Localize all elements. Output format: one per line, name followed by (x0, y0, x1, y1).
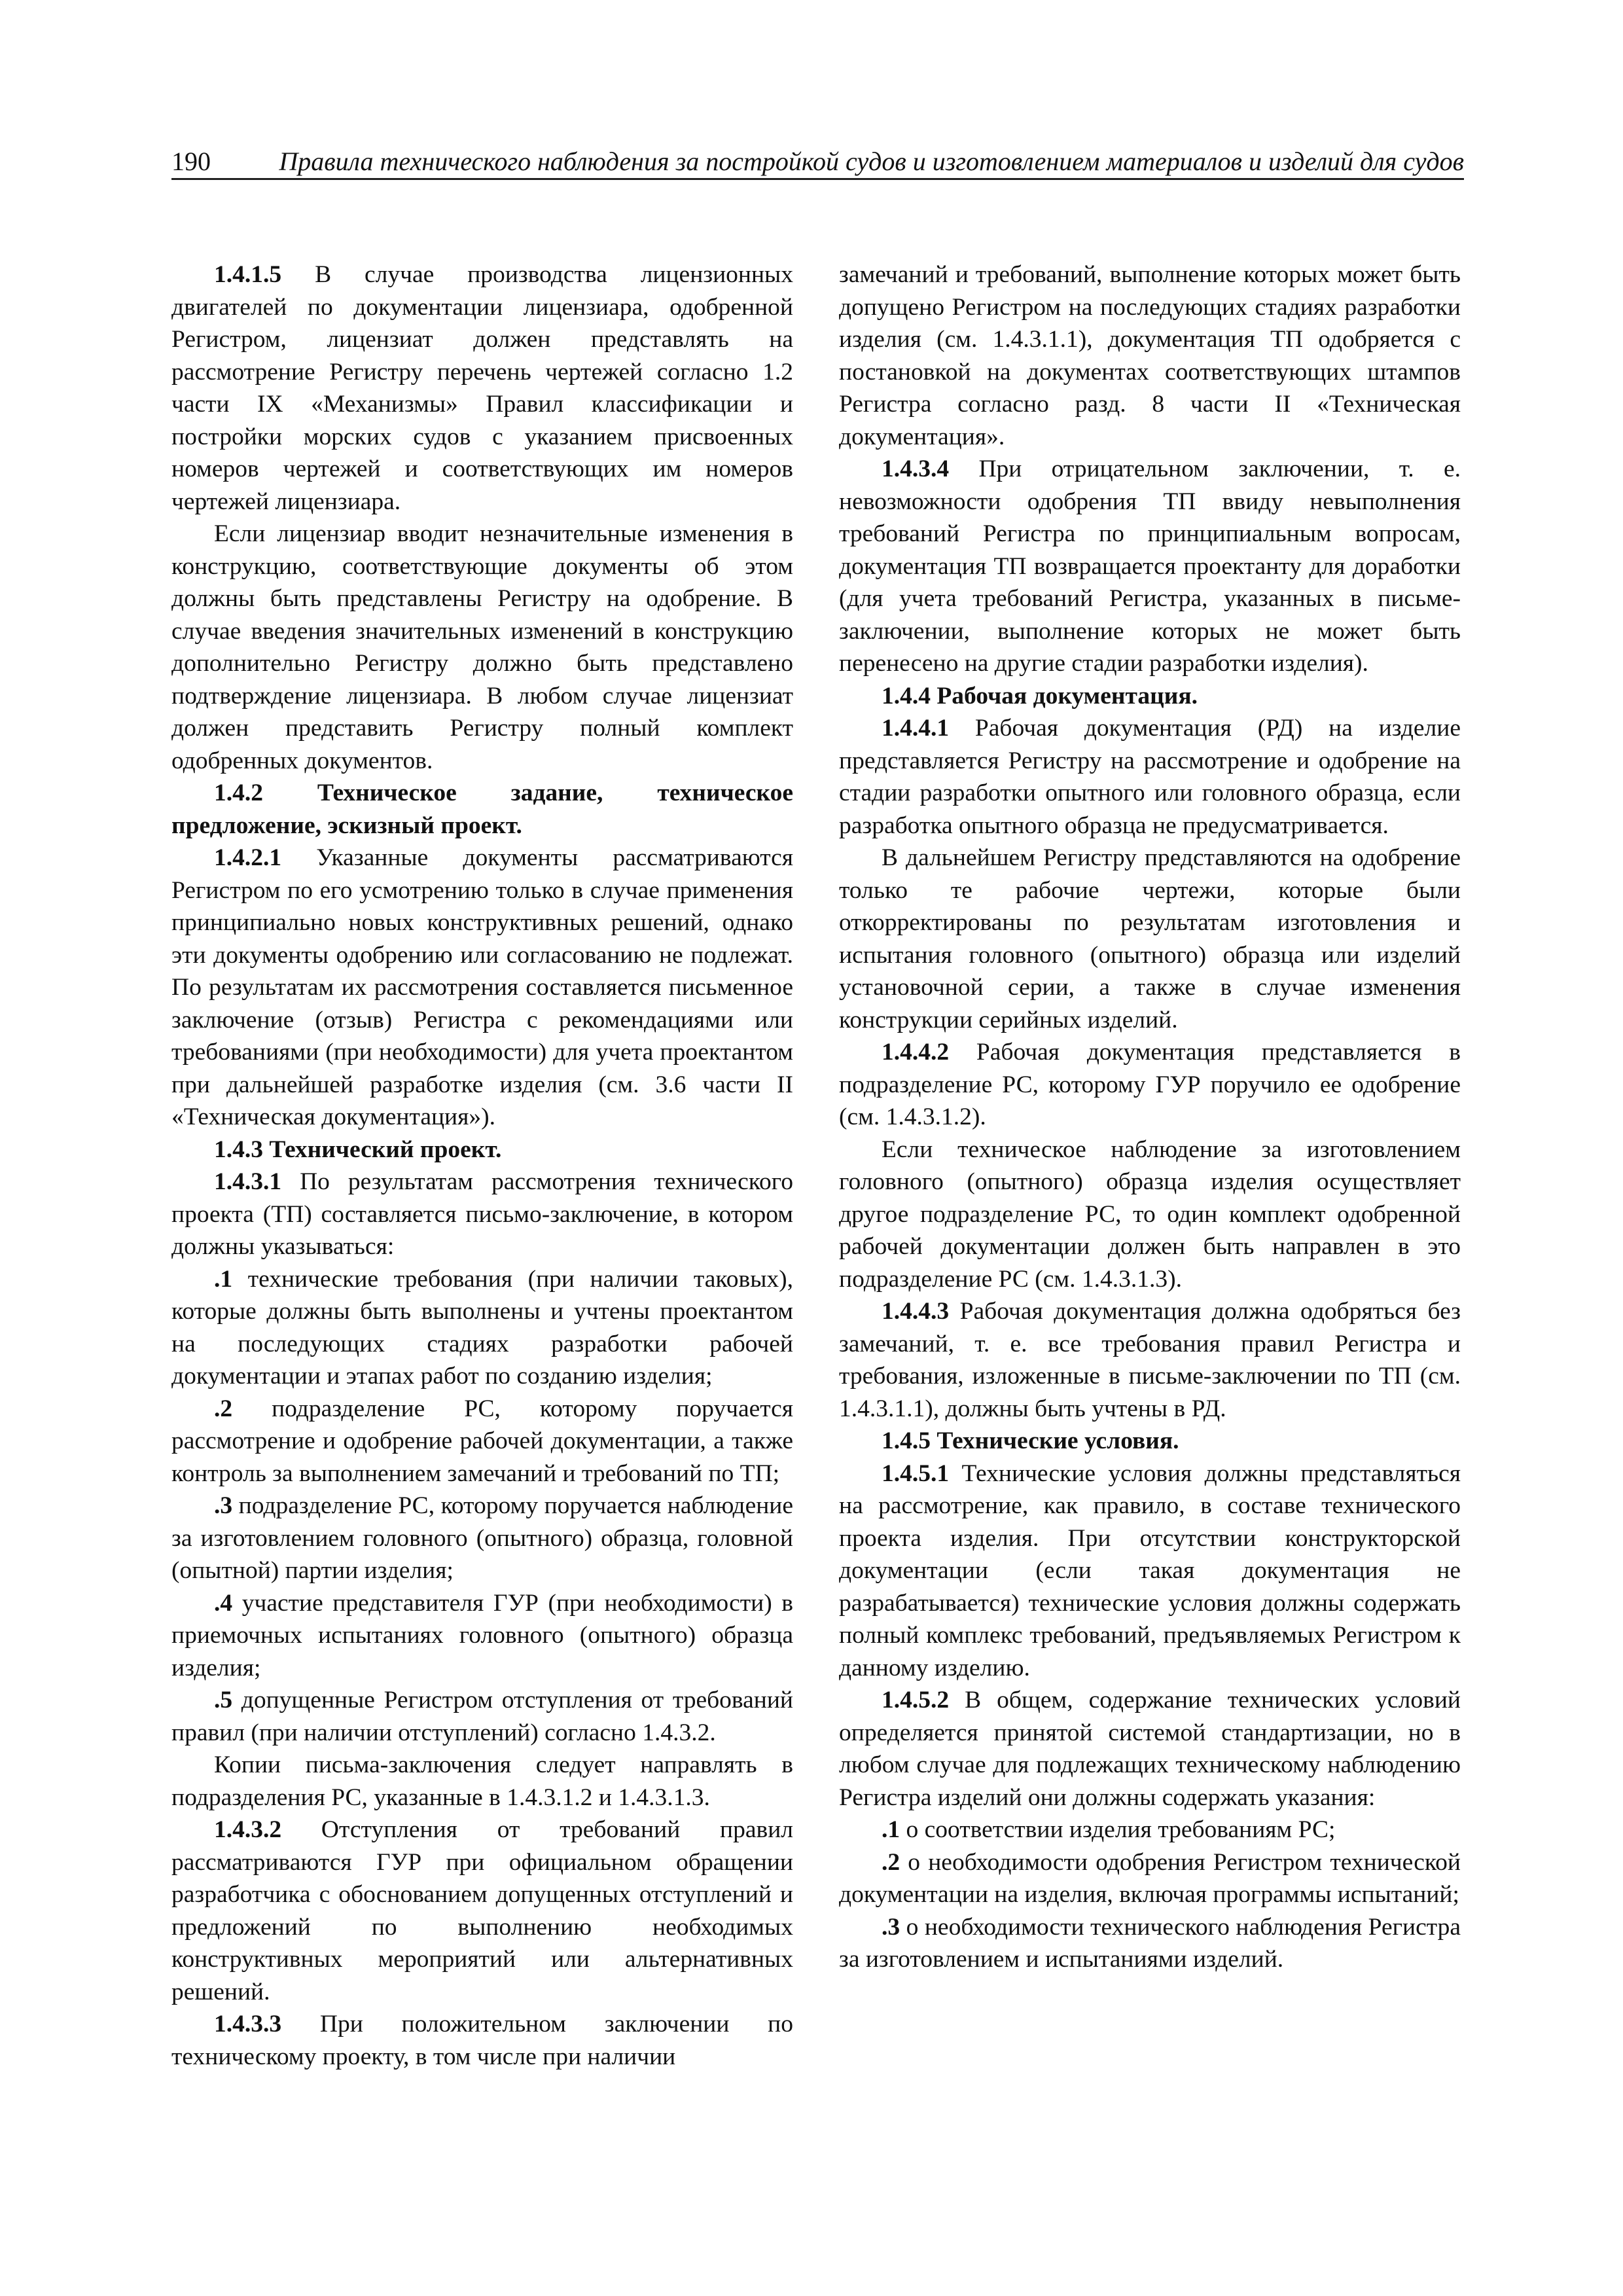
paragraph: 1.4.3.2 Отступления от требований правил рассматриваются ГУР при официальном обращении разработчика с обоснованием допущенных отступлений и предложений по выполнению необходимых конструктивных мероприятий или альтернативных решений. (171, 1816, 793, 2005)
left-column (171, 259, 793, 2073)
section-heading: 1.4.5 Технические условия. (882, 1427, 1179, 1454)
paragraph: 1.4.4.3 Рабочая документация должна одобряться без замечаний, т. е. все требования правил Регистра и требования, изложенные в письме-заключении по ТП (см. 1.4.3.1.1), должны быть учтены в РД. (839, 1298, 1461, 1422)
paragraph: Если лицензиар вводит незначительные изменения в конструкцию, соответствующие документы об этом должны быть представлены Регистру на одобрение. В случае введения значительных изменений в конструкцию дополнительно Регистру должно быть представлено подтверждение лицензиара. В любом случае лицензиат должен представить Регистру полный комплект одобренных документов. (171, 520, 793, 774)
list-item: .3 о необходимости технического наблюдения Регистра за изготовлением и испытаниями изделий. (839, 1913, 1461, 1973)
list-item: .4 участие представителя ГУР (при необходимости) в приемочных испытаниях головного (опытного) образца изделия; (171, 1589, 793, 1681)
paragraph: 1.4.1.5 В случае производства лицензионных двигателей по документации лицензиара, одобренной Регистром, лицензиат должен представлять на рассмотрение Регистру перечень чертежей согласно 1.2 части IX «Механизмы» Правил классификации и постройки морских судов с указанием присвоенных номеров чертежей и соответствующих им номеров чертежей лицензиара. (171, 261, 793, 515)
list-item: .1 технические требования (при наличии таковых), которые должны быть выполнены и учтены проектантом на последующих стадиях разработки рабочей документации и этапах работ по созданию изделия; (171, 1265, 793, 1390)
list-item: .2 о необходимости одобрения Регистром технической документации на изделия, включая программы испытаний; (839, 1848, 1461, 1908)
page-header (171, 145, 1464, 180)
section-heading: 1.4.4 Рабочая документация. (882, 682, 1198, 709)
paragraph: В дальнейшем Регистру представляются на одобрение только те рабочие чертежи, которые были откорректированы по результатам изготовления и испытания головного (опытного) образца или изделий установочной серии, а также в случае изменения конструкции серийных изделий. (839, 844, 1461, 1033)
paragraph-continued: замечаний и требований, выполнение которых может быть допущено Регистром на последующих стадиях разработки изделия (см. 1.4.3.1.1), документация ТП одобряется с постановкой на документах соответствующих штампов Регистра согласно разд. 8 части II «Техническая документация». (839, 261, 1461, 450)
running-title: Правила технического наблюдения за постройкой судов и изготовлением материалов и изделий для судов (279, 147, 1464, 176)
paragraph: 1.4.3.1 По результатам рассмотрения технического проекта (ТП) составляется письмо-заключение, в котором должны указываться: (171, 1168, 793, 1260)
list-item: .5 допущенные Регистром отступления от требований правил (при наличии отступлений) согласно 1.4.3.2. (171, 1687, 793, 1746)
section-heading: 1.4.2 Техническое задание, техническое предложение, эскизный проект. (171, 780, 793, 839)
right-column (839, 259, 1461, 1976)
section-heading: 1.4.3 Технический проект. (214, 1136, 502, 1163)
list-item: .2 подразделение РС, которому поручается рассмотрение и одобрение рабочей документации, а также контроль за выполнением замечаний и требований по ТП; (171, 1395, 793, 1487)
list-item: .3 подразделение РС, которому поручается наблюдение за изготовлением головного (опытного) образца, головной (опытной) партии изделия; (171, 1492, 793, 1584)
paragraph: Копии письма-заключения следует направлять в подразделения РС, указанные в 1.4.3.1.2 и 1.4.3.1.3. (171, 1751, 793, 1811)
paragraph: 1.4.4.2 Рабочая документация представляется в подразделение РС, которому ГУР поручило ее одобрение (см. 1.4.3.1.2). (839, 1039, 1461, 1130)
list-item: .1 о соответствии изделия требованиям РС; (882, 1816, 1336, 1843)
paragraph: 1.4.5.1 Технические условия должны представляться на рассмотрение, как правило, в составе технического проекта изделия. При отсутствии конструкторской документации (если такая документация не разрабатывается) технические условия должны содержать полный комплекс требований, предъявляемых Регистром к данному изделию. (839, 1460, 1461, 1681)
paragraph: Если техническое наблюдение за изготовлением головного (опытного) образца изделия осуществляет другое подразделение РС, то один комплект одобренной рабочей документации должен быть направлен в это подразделение РС (см. 1.4.3.1.3). (839, 1136, 1461, 1293)
paragraph: 1.4.2.1 Указанные документы рассматриваются Регистром по его усмотрению только в случае применения принципиально новых конструктивных решений, однако эти документы одобрению или согласованию не подлежат. По результатам их рассмотрения составляется письменное заключение (отзыв) Регистра с рекомендациями или требованиями (при необходимости) для учета проектантом при дальнейшей разработке изделия (см. 3.6 части II «Техническая документация»). (171, 844, 793, 1130)
paragraph: 1.4.3.3 При положительном заключении по техническому проекту, в том числе при наличии (171, 2011, 793, 2070)
paragraph: 1.4.5.2 В общем, содержание технических условий определяется принятой системой стандартизации, но в любом случае для подлежащих техническому наблюдению Регистра изделий они должны содержать указания: (839, 1687, 1461, 1811)
page-number: 190 (171, 147, 211, 176)
paragraph: 1.4.3.4 При отрицательном заключении, т. е. невозможности одобрения ТП ввиду невыполнения требований Регистра по принципиальным вопросам, документация ТП возвращается проектанту для доработки (для учета требований Регистра, указанных в письме-заключении, выполнение которых не может быть перенесено на другие стадии разработки изделия). (839, 456, 1461, 677)
paragraph: 1.4.4.1 Рабочая документация (РД) на изделие представляется Регистру на рассмотрение и одобрение на стадии разработки опытного или головного образца, если разработка опытного образца не предусматривается. (839, 715, 1461, 839)
